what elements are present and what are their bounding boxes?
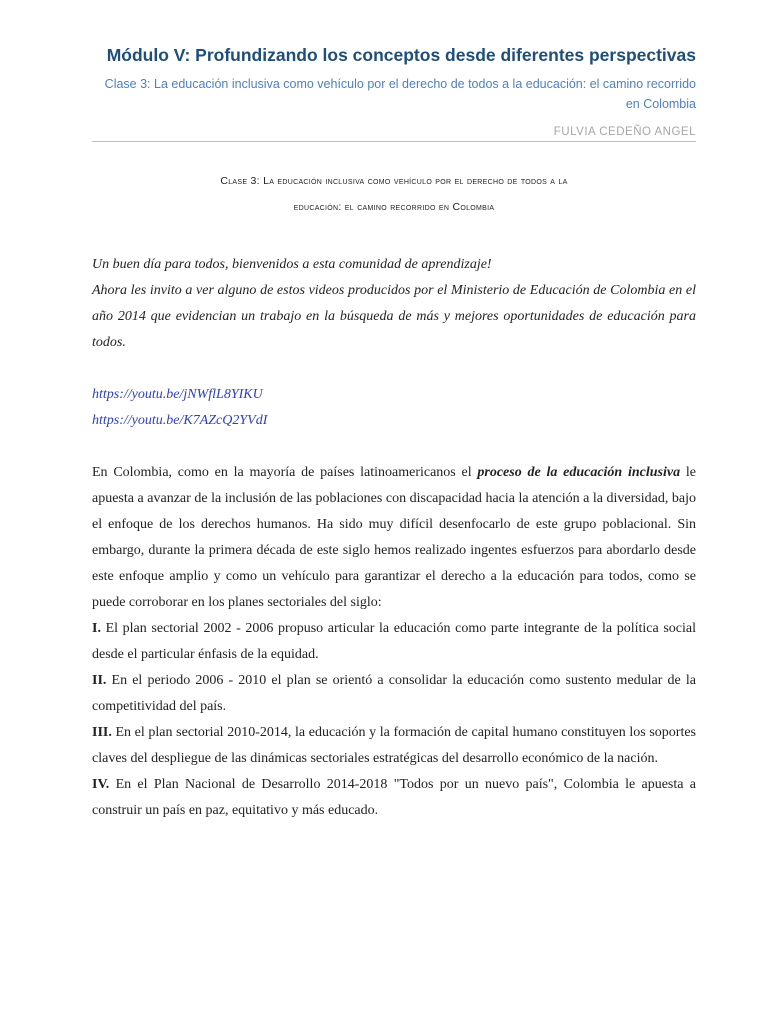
author-name: FULVIA CEDEÑO ANGEL — [553, 126, 696, 138]
plan-number: III. — [92, 725, 112, 740]
paragraph-lead: En Colombia, como en la mayoría de países latinoamericanos el — [92, 465, 478, 480]
paragraph-rest: le apuesta a avanzar de la inclusión de las poblaciones con discapacidad hacia la atención a la diversidad, bajo el enfoque de los derechos humanos. Ha sido muy difícil desenfocarlo de este grupo poblacional. Sin embargo, durante la primera década de este siglo hemos realizado ingentes esfuerzos para abordarlo desde este enfoque amplio y como un vehículo para garantizar el derecho a la educación para todos, como se puede corroborar en los planes sectoriales del siglo: — [92, 465, 696, 610]
module-title: Módulo V: Profundizando los conceptos desde diferentes perspectivas — [106, 45, 696, 65]
main-paragraph — [92, 460, 696, 616]
document-title-line-2: educación: el camino recorrido en Colombia — [293, 201, 495, 213]
plan-number: IV. — [92, 777, 110, 792]
plan-item-1 — [92, 616, 696, 668]
document-body — [92, 252, 696, 824]
plan-text: En el periodo 2006 - 2010 el plan se orientó a consolidar la educación como sustento medular de la competitividad del país. — [92, 673, 696, 714]
plan-text: El plan sectorial 2002 - 2006 propuso articular la educación como parte integrante de la política social desde el particular énfasis de la equidad. — [92, 621, 696, 662]
plan-item-3 — [92, 720, 696, 772]
document-title — [92, 168, 696, 220]
invite-text: Ahora les invito a ver alguno de estos videos producidos por el Ministerio de Educación de Colombia en el año 2014 que evidencian un trabajo en la búsqueda de más y mejores oportunidades de educación para todos. — [92, 283, 696, 350]
plan-item-4 — [92, 772, 696, 824]
paragraph-emphasis: proceso de la educación inclusiva — [477, 465, 681, 480]
plan-item-2 — [92, 668, 696, 720]
header-divider — [92, 141, 696, 142]
plan-number: I. — [92, 621, 101, 636]
page-header — [92, 40, 696, 141]
class-subtitle: Clase 3: La educación inclusiva como vehículo por el derecho de todos a la educación: el camino recorrido en Colombia — [104, 77, 696, 111]
greeting-text: Un buen día para todos, bienvenidos a esta comunidad de aprendizaje! — [92, 257, 492, 272]
video-link-1[interactable]: https://youtu.be/jNWflL8YIKU — [92, 387, 263, 402]
video-link-2[interactable]: https://youtu.be/K7AZcQ2YVdI — [92, 413, 268, 428]
plan-text: En el Plan Nacional de Desarrollo 2014-2018 "Todos por un nuevo país", Colombia le apuesta a construir un país en paz, equitativo y más educado. — [92, 777, 696, 818]
plan-text: En el plan sectorial 2010-2014, la educación y la formación de capital humano constituyen los soportes claves del despliegue de las dinámicas sectoriales estratégicas del desarrollo económico de la nación. — [92, 725, 696, 766]
plan-number: II. — [92, 673, 107, 688]
document-title-line-1: Clase 3: La educación inclusiva como vehículo por el derecho de todos a la — [220, 175, 568, 187]
